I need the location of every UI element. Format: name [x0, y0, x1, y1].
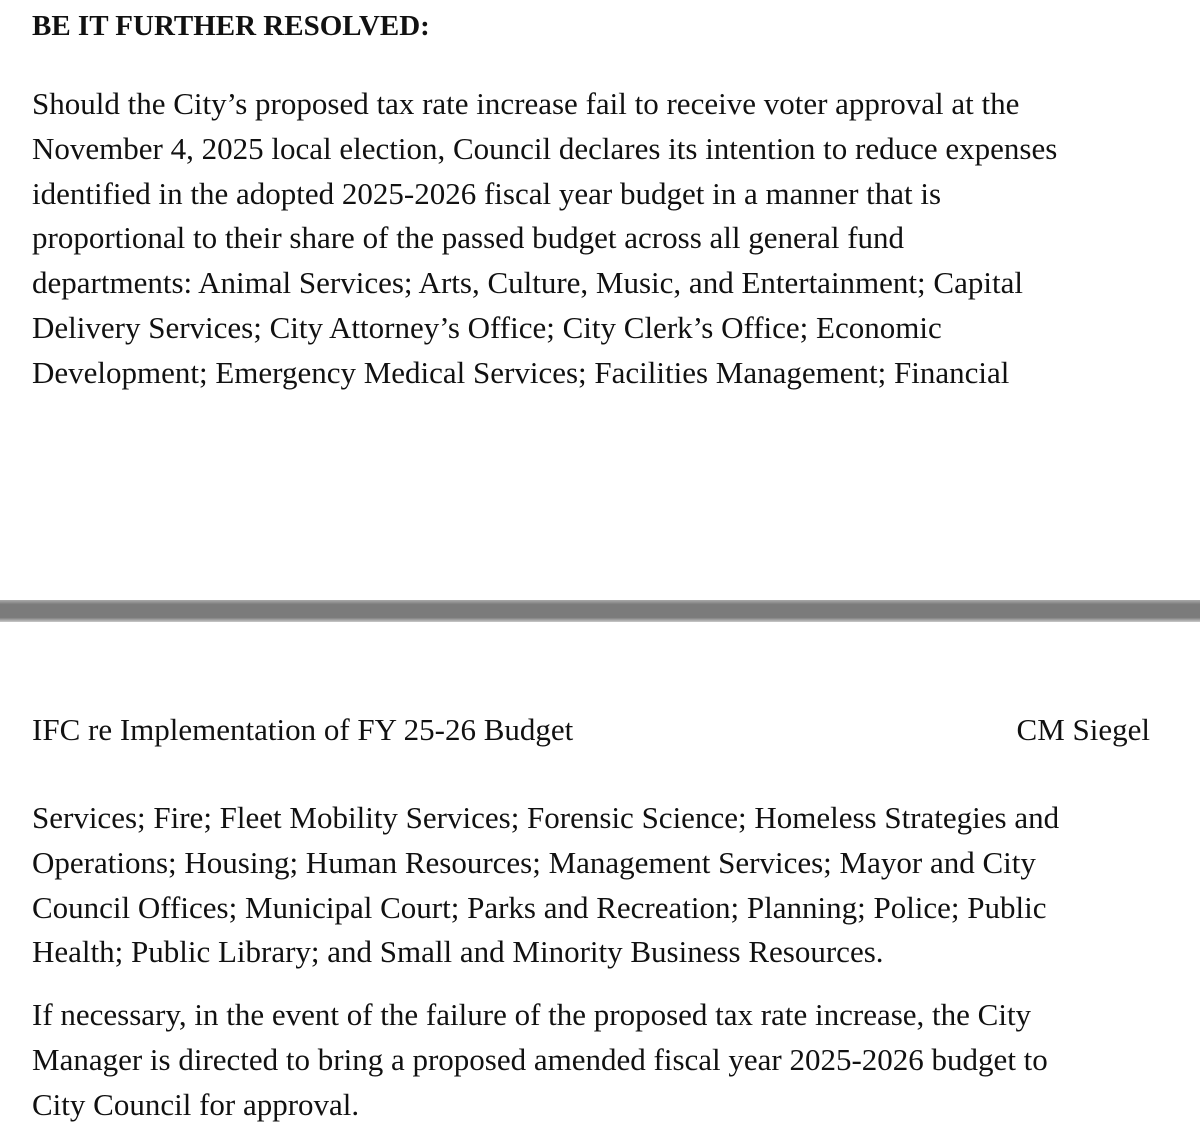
paragraph-line: proportional to their share of the passed budget across all general fund	[32, 220, 905, 256]
paragraph-line: Development; Emergency Medical Services; Facilities Management; Financial	[32, 354, 1010, 390]
paragraph-line: If necessary, in the event of the failure of the proposed tax rate increase, the City	[32, 997, 1032, 1032]
paragraph-line: Delivery Services; City Attorney’s Office; City Clerk’s Office; Economic	[32, 309, 942, 345]
paragraph-line: Operations; Housing; Human Resources; Management Services; Mayor and City	[32, 844, 1036, 880]
page-header-sponsor: CM Siegel	[1016, 712, 1150, 747]
final-paragraph	[32, 993, 1048, 1127]
paragraph-line: Health; Public Library; and Small and Minority Business Resources.	[32, 934, 884, 970]
paragraph-line: November 4, 2025 local election, Council declares its intention to reduce expenses	[32, 130, 1058, 166]
document-page-bottom	[0, 622, 1200, 1134]
page-header-title: IFC re Implementation of FY 25-26 Budget	[32, 712, 574, 747]
paragraph-line: Should the City’s proposed tax rate increase fail to receive voter approval at the	[32, 86, 1020, 121]
paragraph-line: Council Offices; Municipal Court; Parks and Recreation; Planning; Police; Public	[32, 889, 1047, 925]
paragraph-line: Manager is directed to bring a proposed amended fiscal year 2025-2026 budget to	[32, 1041, 1048, 1077]
page-separator	[0, 600, 1200, 622]
paragraph-line: departments: Animal Services; Arts, Culture, Music, and Entertainment; Capital	[32, 265, 1023, 301]
resolution-paragraph	[32, 82, 1057, 396]
paragraph-line: Services; Fire; Fleet Mobility Services; Forensic Science; Homeless Strategies and	[32, 800, 1060, 835]
continued-paragraph	[32, 796, 1059, 975]
paragraph-line: identified in the adopted 2025-2026 fiscal year budget in a manner that is	[32, 175, 942, 211]
resolution-heading: BE IT FURTHER RESOLVED:	[32, 10, 430, 42]
paragraph-line: City Council for approval.	[32, 1086, 360, 1122]
